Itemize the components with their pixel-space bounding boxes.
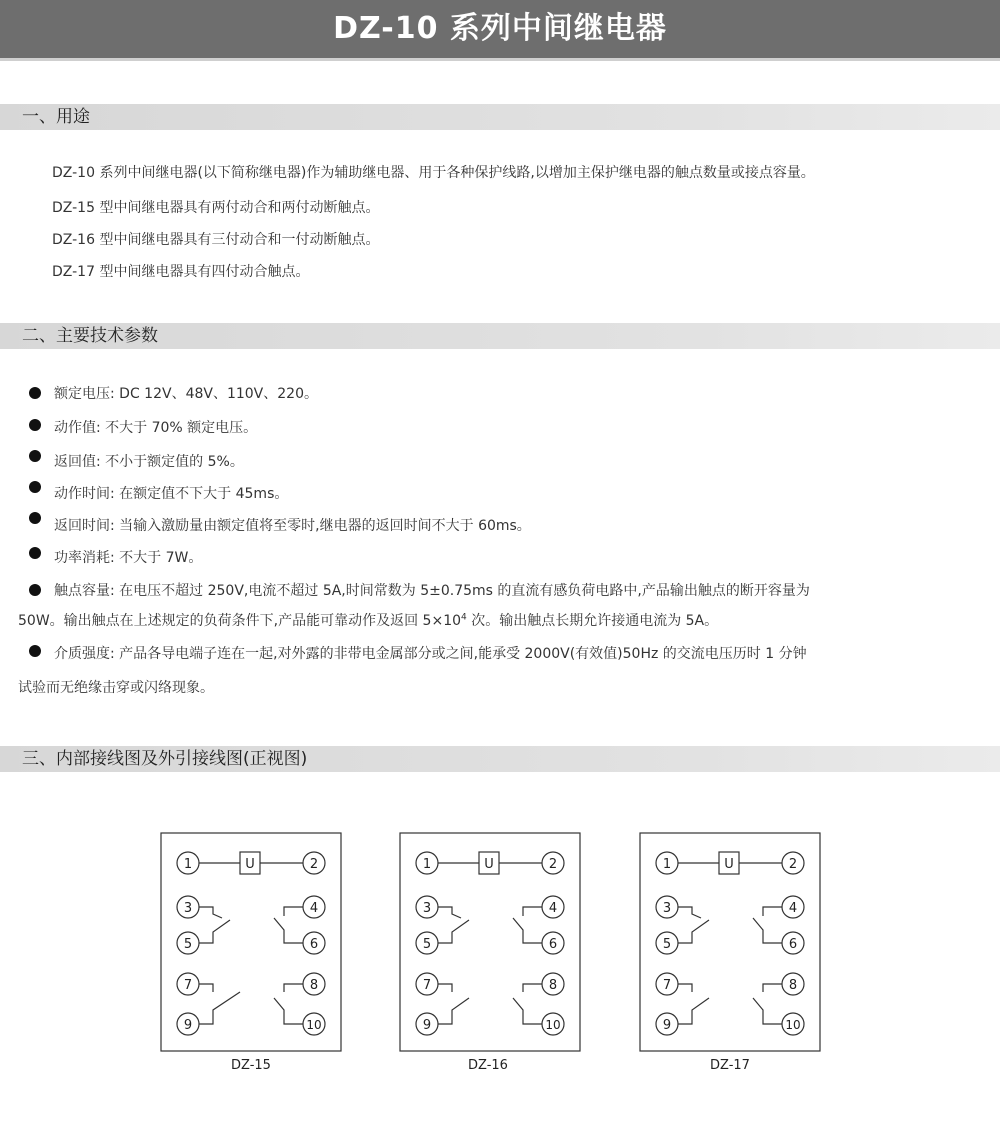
terminal-label: 9	[662, 1018, 672, 1033]
section-header-usage: 一、用途	[0, 104, 1000, 130]
terminal-label: 4	[788, 901, 798, 916]
param-operate-time: 动作时间: 在额定值不下大于 45ms。	[54, 486, 289, 502]
bullet-icon	[29, 512, 41, 524]
diagram-label: DZ-17	[710, 1058, 750, 1073]
terminal-label: 8	[309, 978, 319, 993]
terminal-label: 8	[788, 978, 798, 993]
bullet-icon	[29, 547, 41, 559]
terminal-label: 1	[662, 857, 672, 872]
terminal-label: 1	[422, 857, 432, 872]
usage-line: DZ-10 系列中间继电器(以下简称继电器)作为辅助继电器、用于各种保护线路,以增加主保护继电器的触点数量或接点容量。	[52, 165, 815, 181]
diagram-label: DZ-16	[468, 1058, 508, 1073]
param-contact-line1: 触点容量: 在电压不超过 250V,电流不超过 5A,时间常数为 5±0.75ms 的直流有感负荷电路中,产品输出触点的断开容量为	[54, 583, 810, 599]
terminal-label: 10	[306, 1018, 322, 1032]
terminal-label: 10	[785, 1018, 801, 1032]
terminal-label: 8	[548, 978, 558, 993]
wiring-diagram-dz16	[399, 832, 581, 1052]
terminal-label: 7	[183, 978, 193, 993]
usage-line: DZ-15 型中间继电器具有两付动合和两付动断触点。	[52, 200, 380, 216]
wiring-diagram-dz17	[639, 832, 821, 1052]
terminal-label: 3	[662, 901, 672, 916]
wiring-diagram-dz15	[160, 832, 342, 1052]
param-return-time: 返回时间: 当输入激励量由额定值将至零时,继电器的返回时间不大于 60ms。	[54, 518, 531, 534]
bullet-icon	[29, 645, 41, 657]
param-operate-value: 动作值: 不大于 70% 额定电压。	[54, 420, 258, 436]
bullet-icon	[29, 584, 41, 596]
terminal-label: 5	[183, 937, 193, 952]
diagram-label: DZ-15	[231, 1058, 271, 1073]
terminal-label: 2	[788, 857, 798, 872]
param-power: 功率消耗: 不大于 7W。	[54, 550, 203, 566]
terminal-label: 9	[422, 1018, 432, 1033]
param-dielectric-line1: 介质强度: 产品各导电端子连在一起,对外露的非带电金属部分或之间,能承受 2000V(有效值)50Hz 的交流电压历时 1 分钟	[54, 646, 807, 662]
terminal-label: 5	[662, 937, 672, 952]
param-return-value: 返回值: 不小于额定值的 5%。	[54, 454, 244, 470]
coil-label: U	[484, 857, 494, 872]
terminal-label: 6	[309, 937, 319, 952]
coil-label: U	[724, 857, 734, 872]
bullet-icon	[29, 419, 41, 431]
terminal-label: 9	[183, 1018, 193, 1033]
usage-line: DZ-16 型中间继电器具有三付动合和一付动断触点。	[52, 232, 380, 248]
bullet-icon	[29, 387, 41, 399]
terminal-label: 7	[662, 978, 672, 993]
page-title: DZ-10 系列中间继电器	[0, 0, 1000, 61]
param-contact-line2: 50W。输出触点在上述规定的负荷条件下,产品能可靠动作及返回 $5\times 10^4$ 次。输出触点长期允许接通电流为 5A。	[18, 612, 719, 629]
bullet-icon	[29, 481, 41, 493]
param-dielectric-line2: 试验而无绝缘击穿或闪络现象。	[18, 680, 214, 696]
param-rated-voltage: 额定电压: DC 12V、48V、110V、220。	[54, 386, 318, 402]
terminal-label: 3	[183, 901, 193, 916]
terminal-label: 5	[422, 937, 432, 952]
terminal-label: 7	[422, 978, 432, 993]
section-header-wiring: 三、内部接线图及外引接线图(正视图)	[0, 746, 1000, 772]
bullet-icon	[29, 450, 41, 462]
terminal-label: 4	[548, 901, 558, 916]
terminal-label: 10	[545, 1018, 561, 1032]
terminal-label: 2	[548, 857, 558, 872]
terminal-label: 3	[422, 901, 432, 916]
usage-line: DZ-17 型中间继电器具有四付动合触点。	[52, 264, 310, 280]
terminal-label: 6	[548, 937, 558, 952]
terminal-label: 2	[309, 857, 319, 872]
terminal-label: 4	[309, 901, 319, 916]
section-header-params: 二、主要技术参数	[0, 323, 1000, 349]
terminal-label: 1	[183, 857, 193, 872]
terminal-label: 6	[788, 937, 798, 952]
coil-label: U	[245, 857, 255, 872]
